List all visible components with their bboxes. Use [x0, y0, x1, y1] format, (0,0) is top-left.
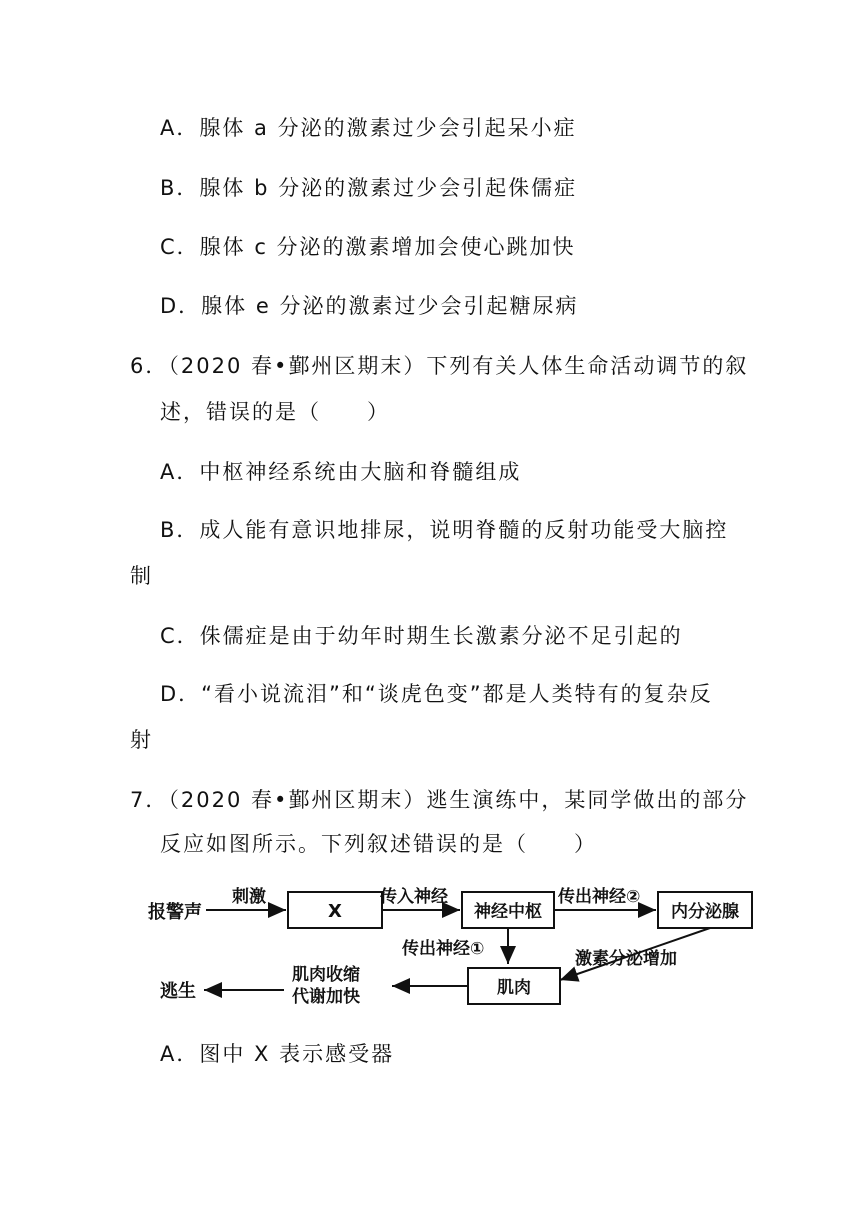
q6-option-d-line2: 射 — [130, 728, 153, 752]
diagram-x-label: X — [328, 901, 342, 922]
q5-option-d: D．腺体 e 分泌的激素过少会引起糖尿病 — [160, 294, 579, 318]
diagram-gland-label: 内分泌腺 — [671, 902, 739, 922]
q6-stem-line2: 述，错误的是（ ） — [160, 400, 390, 424]
q6-option-b-line2: 制 — [130, 564, 153, 588]
diagram-muscle-label: 肌肉 — [497, 978, 531, 998]
q5-option-c: C．腺体 c 分泌的激素增加会使心跳加快 — [160, 235, 576, 259]
diagram-alarm-label: 报警声 — [148, 902, 202, 923]
diagram-afferent-label: 传入神经 — [380, 887, 448, 907]
q6-option-a: A．中枢神经系统由大脑和脊髓组成 — [160, 460, 522, 484]
q6-option-c: C．侏儒症是由于幼年时期生长激素分泌不足引起的 — [160, 624, 683, 648]
q6-option-d-line1: D．“看小说流泪”和“谈虎色变”都是人类特有的复杂反 — [160, 682, 713, 706]
diagram-effect-line2: 代谢加快 — [292, 987, 360, 1007]
diagram-center-label: 神经中枢 — [474, 902, 542, 922]
diagram-effect-line1: 肌肉收缩 — [292, 965, 360, 985]
q7-stem-line2: 反应如图所示。下列叙述错误的是（ ） — [160, 832, 597, 856]
q6-stem-line1: 6．（2020 春•鄞州区期末）下列有关人体生命活动调节的叙 — [130, 354, 749, 378]
diagram-escape-label: 逃生 — [160, 981, 196, 1002]
q5-option-a: A．腺体 a 分泌的激素过少会引起呆小症 — [160, 116, 577, 140]
diagram-efferent2-label: 传出神经② — [558, 887, 641, 907]
q7-stem-line1: 7．（2020 春•鄞州区期末）逃生演练中，某同学做出的部分 — [130, 788, 749, 812]
q5-option-b: B．腺体 b 分泌的激素过少会引起侏儒症 — [160, 176, 578, 200]
diagram-stimulus-label: 刺激 — [232, 887, 266, 907]
reflex-flow-diagram — [140, 880, 760, 1010]
diagram-hormone-label: 激素分泌增加 — [575, 949, 677, 969]
q6-option-b-line1: B．成人能有意识地排尿，说明脊髓的反射功能受大脑控 — [160, 518, 729, 542]
diagram-efferent1-label: 传出神经① — [402, 939, 485, 959]
q7-option-a: A．图中 X 表示感受器 — [160, 1042, 395, 1066]
